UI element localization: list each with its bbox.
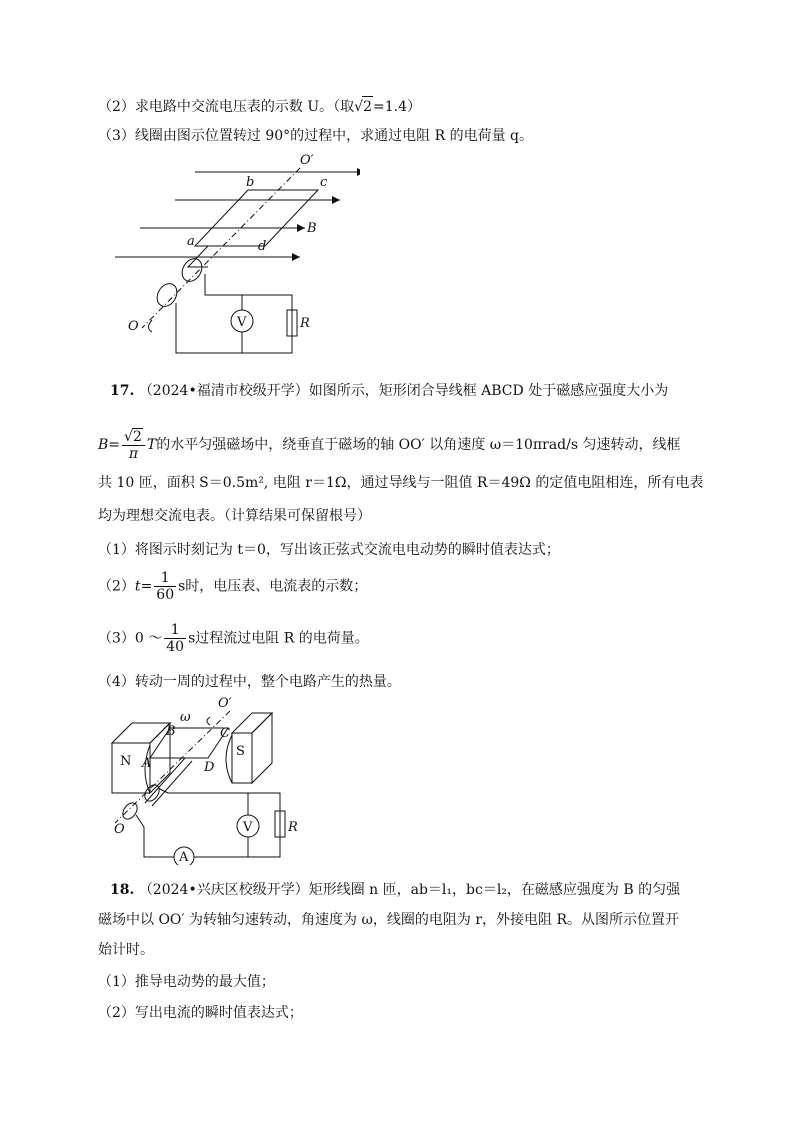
- q17-label-R: R: [288, 820, 298, 835]
- q18-part1: （1）推导电动势的最大值；: [98, 974, 275, 990]
- q17-label-O: O: [114, 822, 125, 837]
- q17-label-D: D: [204, 760, 215, 775]
- q18-line3: 始计时。: [98, 942, 154, 958]
- q16-part3: （3）线圈由图示位置转过 90°的过程中，求通过电阻 R 的电荷量 q。: [98, 128, 534, 144]
- q16-label-R: R: [300, 316, 310, 331]
- q17-label-B: B: [166, 724, 176, 739]
- q16-voltmeter-label: V: [237, 315, 247, 330]
- q17-B-fraction: $\frac{√2}{\pi}$: [122, 428, 145, 462]
- q17-part3: （3）0 ～ $\frac{1}{40}$ s过程流过电阻 R 的电荷量。: [98, 622, 369, 655]
- q16-label-d: d: [258, 239, 267, 254]
- q17-part2: （2）t= $\frac{1}{60}$ s时，电压表、电流表的示数；: [98, 570, 368, 603]
- q18-intro: 18. （2024•兴庆区校级开学）矩形线圈 n 匝，ab＝l₁，bc＝l₂，在磁感应强度为 B 的匀强: [110, 882, 681, 898]
- q17-part1: （1）将图示时刻记为 t＝0，写出该正弦式交流电电动势的瞬时值表达式；: [98, 542, 560, 558]
- q17-intro: 17. （2024•福清市校级开学）如图所示，矩形闭合导线框 ABCD 处于磁感应强度大小为: [110, 383, 669, 399]
- q16-label-c: c: [320, 175, 328, 190]
- q16-label-O: O: [128, 319, 139, 334]
- q17-figure: [100, 693, 310, 865]
- q17-voltmeter-label: V: [243, 820, 253, 835]
- q17-line2: B= $\frac{√2}{\pi}$ T的水平匀强磁场中，绕垂直于磁场的轴 OO′ 以角速度 ω＝10πrad/s 匀速转动，线框: [98, 429, 681, 462]
- q17-label-O-prime: O′: [218, 696, 232, 711]
- q17-line3: 共 10 匝，面积 S＝0.5m², 电阻 r＝1Ω，通过导线与一阻值 R＝49Ω 的定值电阻相连，所有电表: [98, 475, 704, 491]
- q16-label-b: b: [246, 175, 255, 190]
- q16-label-O-prime: O′: [300, 153, 314, 168]
- q17-label-omega: ω: [180, 710, 191, 725]
- q17-label-N: N: [120, 754, 132, 769]
- q18-line2: 磁场中以 OO′ 为转轴匀速转动，角速度为 ω，线圈的电阻为 r，外接电阻 R。从图所示位置开: [98, 912, 680, 928]
- q17-label-A-point: A: [142, 756, 152, 771]
- q16-label-a: a: [187, 234, 195, 249]
- q16-part2: （2）求电路中交流电压表的示数 U。（取√2=1.4）: [98, 96, 421, 117]
- q17-label-C: C: [220, 726, 230, 741]
- q17-line4: 均为理想交流电表。（计算结果可保留根号）: [98, 508, 371, 524]
- q17-part4: （4）转动一周的过程中，整个电路产生的热量。: [98, 674, 401, 690]
- q16-label-B: B: [307, 221, 317, 236]
- q17-ammeter-label: A: [179, 850, 189, 865]
- q18-part2: （2）写出电流的瞬时值表达式；: [98, 1005, 303, 1021]
- q16-figure: [100, 150, 360, 360]
- q17-label-S: S: [236, 744, 245, 759]
